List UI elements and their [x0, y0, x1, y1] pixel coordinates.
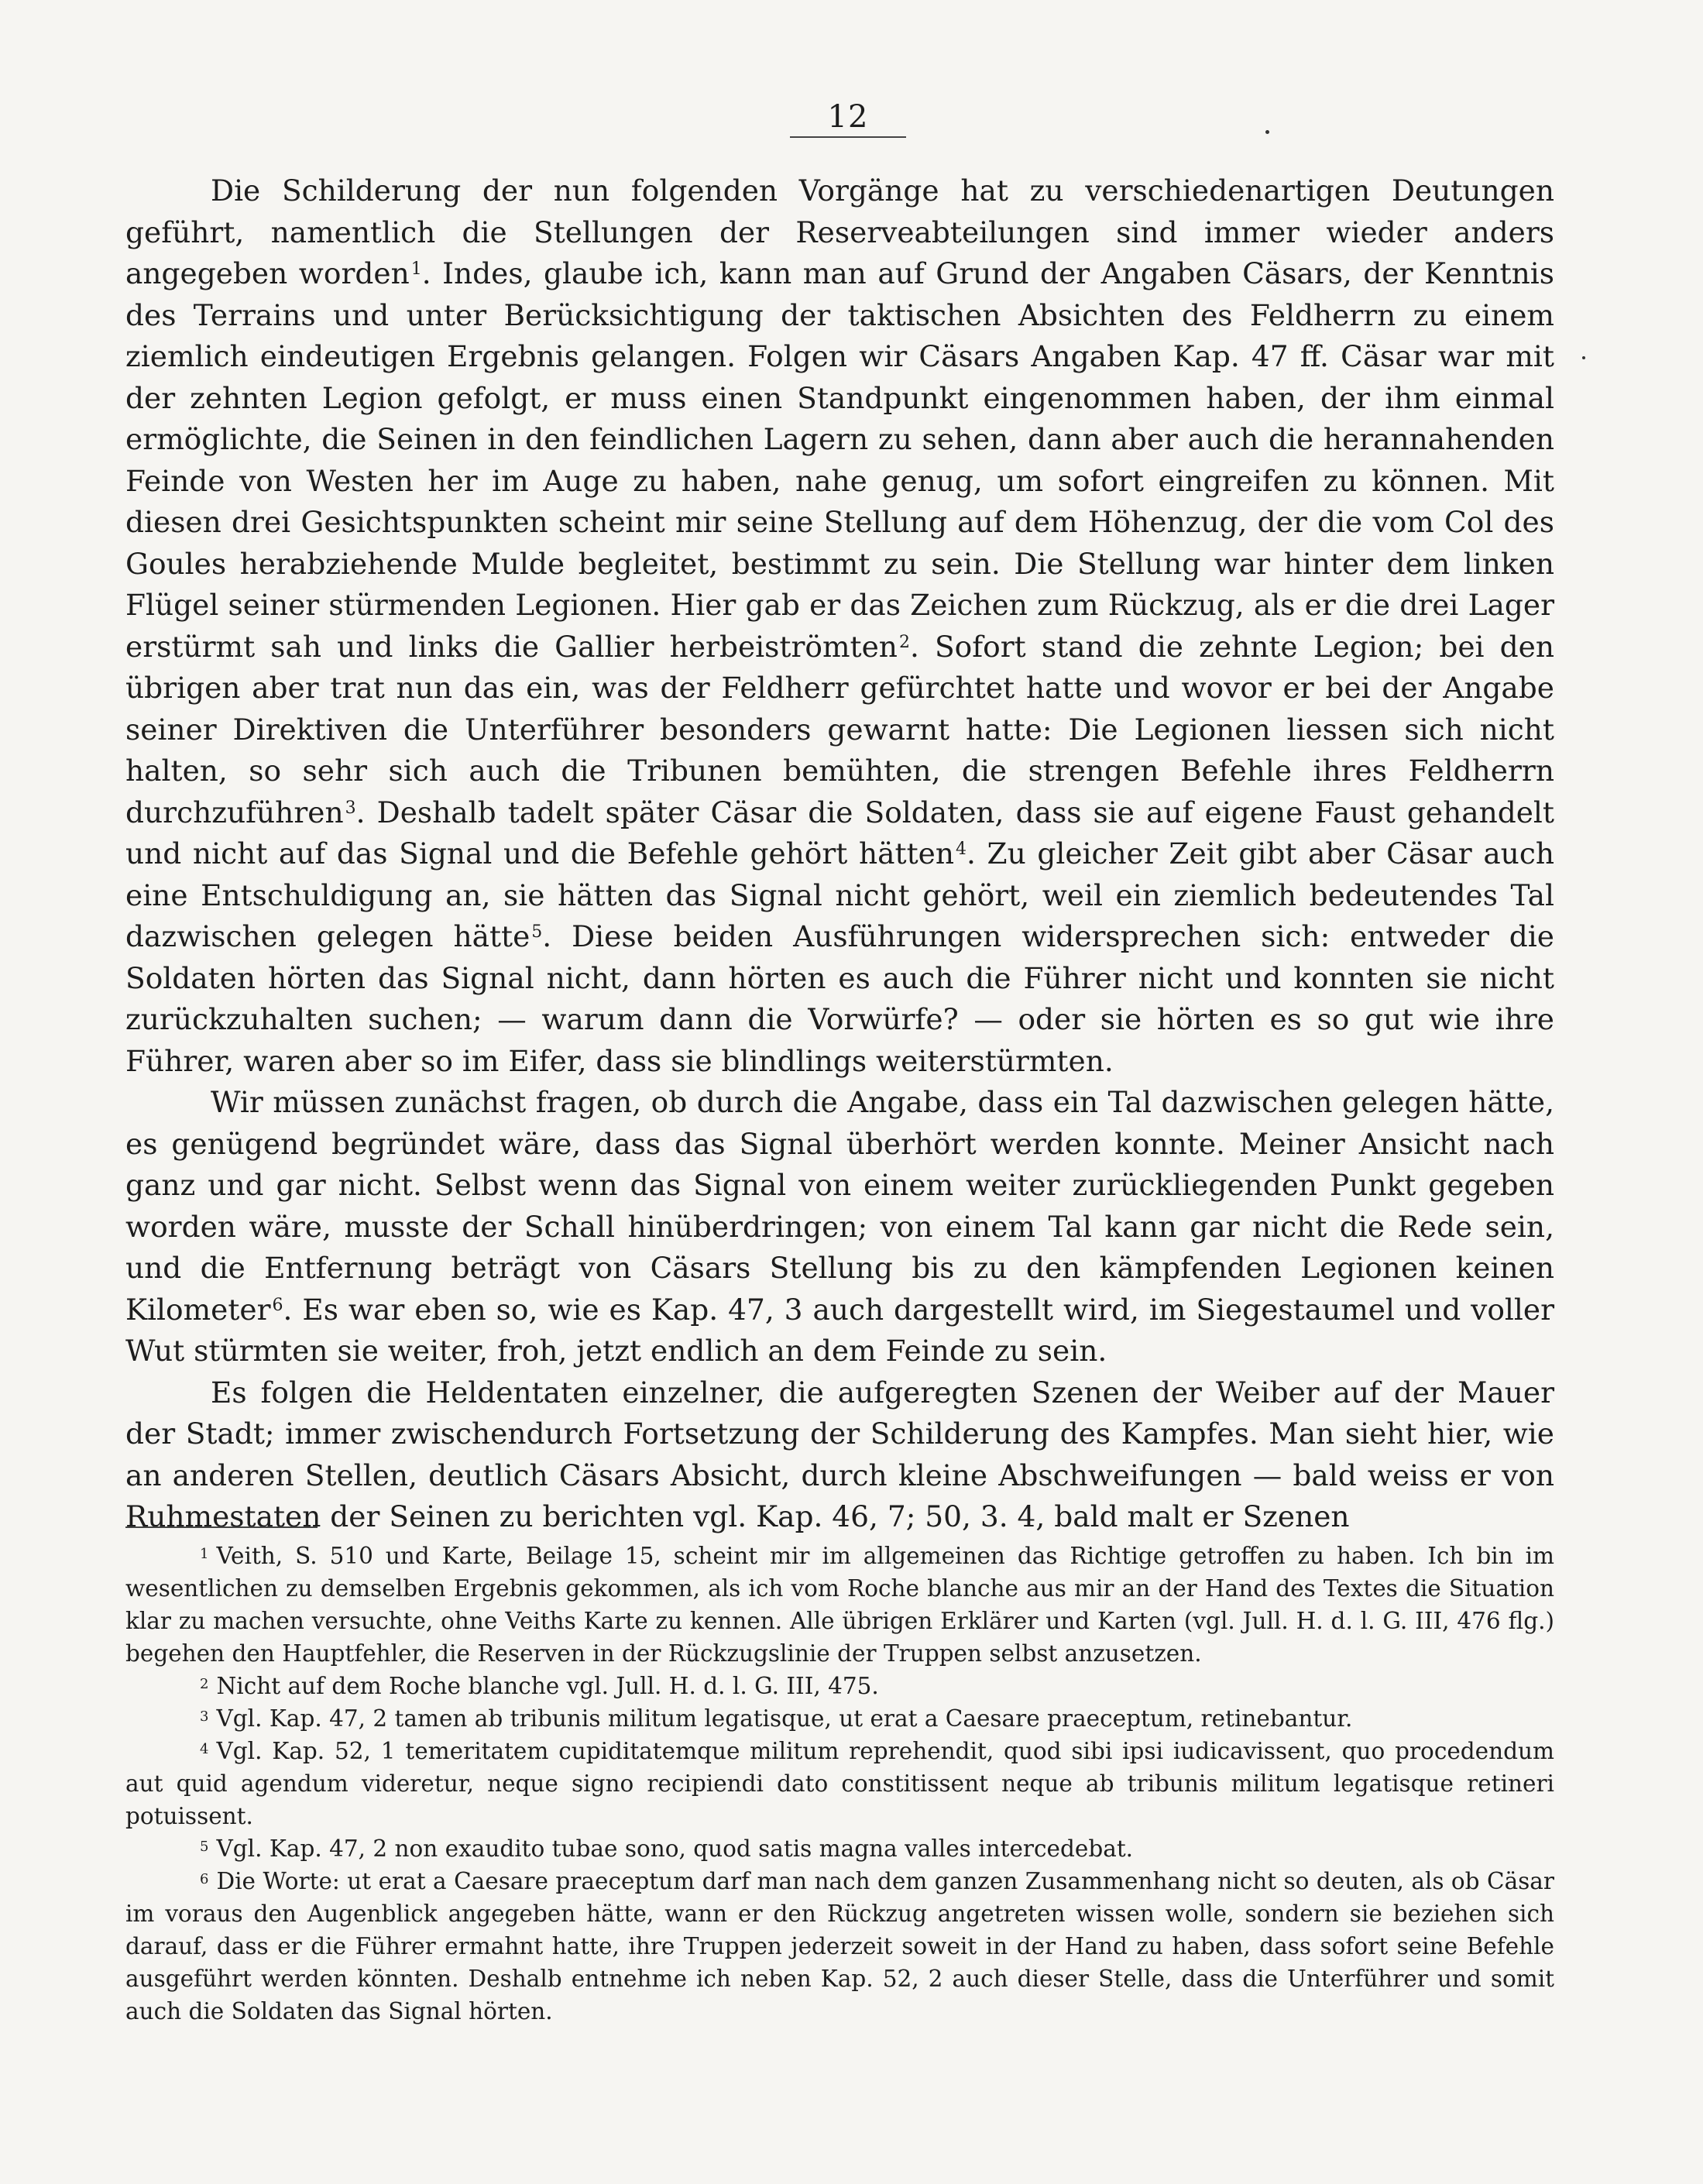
- text-segment: . Sofort stand die zehnte Legion; bei den übrigen aber trat nun das ein, was der Feldherr gefürchtet hatte und wovor er bei der Angabe seiner Direktiven die Unterführer besonders gewarnt hatte: Die Legionen liessen sich nicht halten, so sehr sich auch die Tribunen bemühten, die strengen Befehle ihres Feldherrn durchzuführen: [125, 629, 1555, 829]
- body-paragraph: [125, 1082, 1554, 1372]
- text-segment: . Zu gleicher Zeit gibt aber Cäsar auch eine Entschuldigung an, sie hätten das Signal nicht gehört, weil ein ziemlich bedeutendes Tal dazwischen gelegen hätte: [125, 836, 1554, 953]
- footnote-reference: 4: [955, 840, 967, 859]
- text-segment: Die Schilderung der nun folgenden Vorgänge hat zu verschiedenartigen Deutungen geführt, namentlich die Stellungen der Reserveabteilungen sind immer wieder anders angegeben worden: [125, 173, 1554, 290]
- footnotes: [125, 1540, 1554, 2028]
- footnote-reference: 6: [272, 1295, 283, 1315]
- footnote: [125, 1702, 1554, 1735]
- footnote-reference: 1: [410, 259, 422, 279]
- footnote-number: 5: [200, 1839, 209, 1855]
- footnote-number: 2: [200, 1676, 209, 1692]
- footnote: [125, 1540, 1554, 1670]
- footnote: [125, 1670, 1554, 1702]
- main-text: [125, 170, 1554, 1538]
- footnote-number: 6: [200, 1871, 209, 1887]
- footnote-text: Vgl. Kap. 47, 2 non exaudito tubae sono, quod satis magna valles intercedebat.: [216, 1835, 1134, 1862]
- footnote-rule: [125, 1526, 318, 1528]
- footnote-reference: 3: [345, 798, 356, 818]
- print-speck: [1265, 130, 1269, 134]
- footnote-text: Vgl. Kap. 52, 1 temeritatem cupiditatemque militum reprehendit, quod sibi ipsi iudicavissent, quo procedendum aut quid agendum videretur, neque signo recipiendi dato constitissent neque ab tribunis militum legatisque retineri potuissent.: [125, 1738, 1554, 1829]
- text-segment: Wir müssen zunächst fragen, ob durch die Angabe, dass ein Tal dazwischen gelegen hätte, es genügend begründet wäre, dass das Signal überhört werden konnte. Meiner Ansicht nach ganz und gar nicht. Selbst wenn das Signal von einem weiter zurückliegenden Punkt gegeben worden wäre, musste der Schall hinüberdringen; von einem Tal kann gar nicht die Rede sein, und die Entfernung beträgt von Cäsars Stellung bis zu den kämpfenden Legionen keinen Kilometer: [125, 1085, 1554, 1327]
- page-number-rule: [790, 136, 906, 138]
- footnote-reference: 5: [531, 922, 543, 942]
- text-segment: . Diese beiden Ausführungen widersprechen sich: entweder die Soldaten hörten das Signal nicht, dann hörten es auch die Führer nicht und konnten sie nicht zurückzuhalten suchen; — warum dann die Vorwürfe? — oder sie hörten es so gut wie ihre Führer, waren aber so im Eifer, dass sie blindlings weiterstürmten.: [125, 919, 1554, 1078]
- body-paragraph: [125, 170, 1554, 1082]
- footnote-text: Die Worte: ut erat a Caesare praeceptum darf man nach dem ganzen Zusammenhang nicht so deuten, als ob Cäsar im voraus den Augenblick angegeben hätte, wann er den Rückzug angetreten wissen wolle, sondern sie beziehen sich darauf, dass er die Führer ermahnt hatte, ihre Truppen jederzeit soweit in der Hand zu haben, dass sofort seine Befehle ausgeführt werden könnten. Deshalb entnehme ich neben Kap. 52, 2 auch dieser Stelle, dass die Unterführer und somit auch die Soldaten das Signal hörten.: [125, 1868, 1554, 2024]
- footnote-text: Nicht auf dem Roche blanche vgl. Jull. H. d. l. G. III, 475.: [216, 1673, 879, 1699]
- footnote-number: 3: [200, 1708, 209, 1725]
- footnote-text: Veith, S. 510 und Karte, Beilage 15, scheint mir im allgemeinen das Richtige getroffen zu haben. Ich bin im wesentlichen zu demselben Ergebnis gekommen, als ich vom Roche blanche aus mir an der Hand des Textes die Situation klar zu machen versuchte, ohne Veiths Karte zu kennen. Alle übrigen Erklärer und Karten (vgl. Jull. H. d. l. G. III, 476 flg.) begehen den Hauptfehler, die Reserven in der Rückzugslinie der Truppen selbst anzusetzen.: [125, 1543, 1554, 1667]
- text-segment: . Es war eben so, wie es Kap. 47, 3 auch dargestellt wird, im Siegestaumel und voller Wut stürmten sie weiter, froh, jetzt endlich an dem Feinde zu sein.: [125, 1292, 1554, 1368]
- page-number: 12: [827, 99, 869, 135]
- footnote-number: 4: [200, 1741, 209, 1757]
- body-paragraph: [125, 1372, 1554, 1538]
- text-segment: . Indes, glaube ich, kann man auf Grund der Angaben Cäsars, der Kenntnis des Terrains und unter Berücksichtigung der taktischen Absichten des Feldherrn zu einem ziemlich eindeutigen Ergebnis gelangen. Folgen wir Cäsars Angaben Kap. 47 ff. Cäsar war mit der zehnten Legion gefolgt, er muss einen Standpunkt eingenommen haben, der ihm einmal ermöglichte, die Seinen in den feindlichen Lagern zu sehen, dann aber auch die herannahenden Feinde von Westen her im Auge zu haben, nahe genug, um sofort eingreifen zu können. Mit diesen drei Gesichtspunkten scheint mir seine Stellung auf dem Höhenzug, der die vom Col des Goules herabziehende Mulde begleitet, bestimmt zu sein. Die Stellung war hinter dem linken Flügel seiner stürmenden Legionen. Hier gab er das Zeichen zum Rückzug, als er die drei Lager erstürmt sah und links die Gallier herbeiströmten: [125, 256, 1554, 664]
- text-segment: Es folgen die Heldentaten einzelner, die aufgeregten Szenen der Weiber auf der Mauer der Stadt; immer zwischendurch Fortsetzung der Schilderung des Kampfes. Man sieht hier, wie an anderen Stellen, deutlich Cäsars Absicht, durch kleine Abschweifungen — bald weiss er von Ruhmestaten der Seinen zu berichten vgl. Kap. 46, 7; 50, 3. 4, bald malt er Szenen: [125, 1375, 1554, 1533]
- print-speck: [1582, 356, 1585, 359]
- footnote: [125, 1832, 1554, 1865]
- footnote-number: 1: [200, 1546, 209, 1562]
- footnote: [125, 1735, 1554, 1832]
- text-segment: . Deshalb tadelt später Cäsar die Soldaten, dass sie auf eigene Faust gehandelt und nicht auf das Signal und die Befehle gehört hätten: [125, 795, 1554, 871]
- footnote-text: Vgl. Kap. 47, 2 tamen ab tribunis militum legatisque, ut erat a Caesare praeceptum, retinebantur.: [216, 1705, 1353, 1732]
- footnote: [125, 1865, 1554, 2028]
- footnote-reference: 2: [898, 632, 910, 652]
